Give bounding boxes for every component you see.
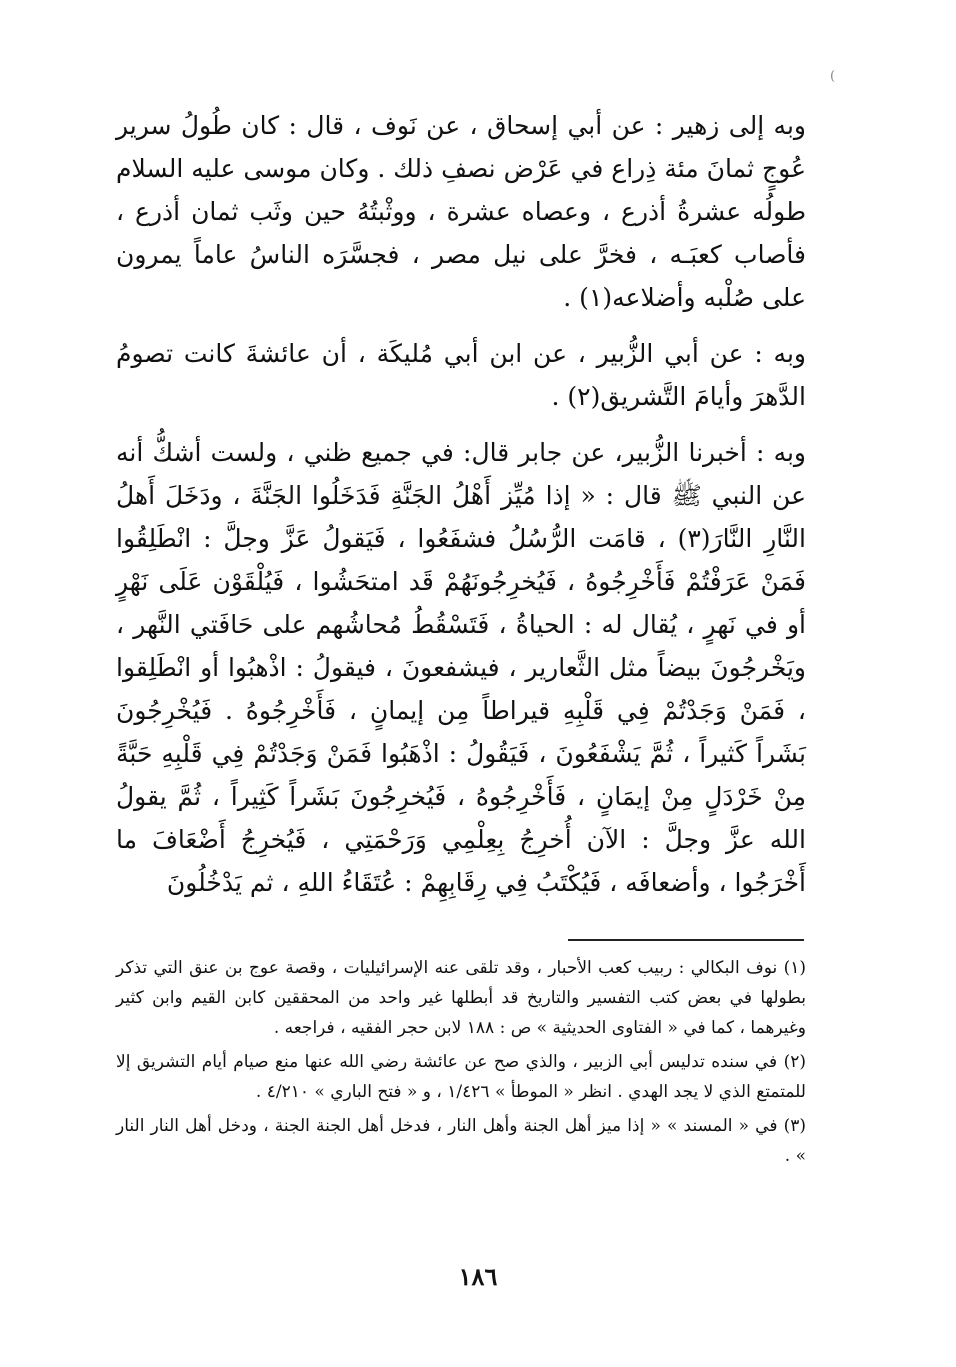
main-text (116, 104, 806, 904)
footnotes (116, 953, 806, 1171)
footnote-1: (١) نوف البكالي : ربيب كعب الأحبار ، وقد تلقى عنه الإسرائيليات ، وقصة عوج بن عنق التي تذكر بطولها في بعض كتب التفسير والتاريخ قد أبطلها غير واحد من المحققين كابن القيم وابن كثير وغيرهما ، كما في « الفتاوى الحديثية » ص : ١٨٨ لابن حجر الفقيه ، فراجعه . (116, 958, 806, 1038)
paragraph-1: وبه إلى زهير : عن أبي إسحاق ، عن نَوف ، قال : كان طُولُ سرير عُوجٍ ثمانَ مئة ذِراع في عَرْض نصفِ ذلك . وكان موسى عليه السلام طولُه عشرةُ أذرع ، وعصاه عشرة ، ووثْبتُهُ حين وثَب ثمان أذرع ، فأصاب كعبَـه ، فخرَّ على نيل مصر ، فجسَّرَه الناسُ عاماً يمرون على صُلْبه وأضلاعه(١) . (116, 111, 806, 312)
paragraph-3: وبه : أخبرنا الزُّبير، عن جابر قال: في جميع ظني ، ولست أشكُّ أنه عن النبي ﷺ قال : « إذا مُيِّز أَهْلُ الجَنَّةِ فَدَخَلُوا الجَنَّةَ ، ودَخَلَ أَهلُ النَّارِ النَّارَ(٣) ، قامَت الرُّسُلُ فشفَعُوا ، فَيَقولُ عَزَّ وجلَّ : انْطَلِقُوا فَمَنْ عَرَفْتُمْ فَأَخْرِجُوهُ ، فَيُخرِجُونَهُمْ قَد امتحَشُوا ، فَيُلْقَوْن عَلَى نَهْرٍ أو في نَهرٍ ، يُقال له : الحياةُ ، فَتَسْقُطُ مُحاشُهم على حَافَتي النَّهر ، ويَخْرجُونَ بيضاً مثل الثَّعارير ، فيشفعونَ ، فيقولُ : اذْهبُوا أو انْطَلِقوا ، فَمَنْ وَجَدْتُمْ فِي قَلْبِهِ قيراطاً مِن إيمانٍ ، فَأَخْرِجُوهُ . فَيُخْرِجُونَ بَشَراً كَثيراً ، ثُمَّ يَشْفَعُونَ ، فَيَقُولُ : اذْهَبُوا فَمَنْ وَجَدْتُمْ فِي قَلْبِهِ حَبَّةً مِنْ خَرْدَلٍ مِنْ إيمَانٍ ، فَأَخْرِجُوهُ ، فَيُخرِجُونَ بَشَراً كَثِيراً ، ثُمَّ يقولُ الله عزَّ وجلَّ : الآن أُخرِجُ بِعِلْمِي وَرَحْمَتِي ، فَيُخرِجُ أَضْعَافَ ما أَخْرَجُوا ، وأضعافَه ، فَيُكْتَبُ فِي رِقَابِهِمْ : عُتَقَاءُ اللهِ ، ثم يَدْخُلُونَ (116, 438, 806, 897)
page-number: ١٨٦ (458, 1262, 498, 1291)
margin-mark: ( (830, 69, 836, 84)
paragraph-2: وبه : عن أبي الزُّبير ، عن ابن أبي مُليكَة ، أن عائشةَ كانت تصومُ الدَّهرَ وأيامَ التَّشريق(٢) . (116, 339, 806, 411)
footnote-separator (568, 939, 804, 941)
footnote-2: (٢) في سنده تدليس أبي الزبير ، والذي صح عن عائشة رضي الله عنها منع صيام أيام التشريق إلا للمتمتع الذي لا يجد الهدي . انظر « الموطأ » ١/٤٢٦ ، و « فتح الباري » ٤/٢١٠ . (116, 1052, 806, 1102)
footnote-3: (٣) في « المسند » « إذا ميز أهل الجنة وأهل النار ، فدخل أهل الجنة الجنة ، ودخل أهل النار النار » . (116, 1116, 806, 1166)
